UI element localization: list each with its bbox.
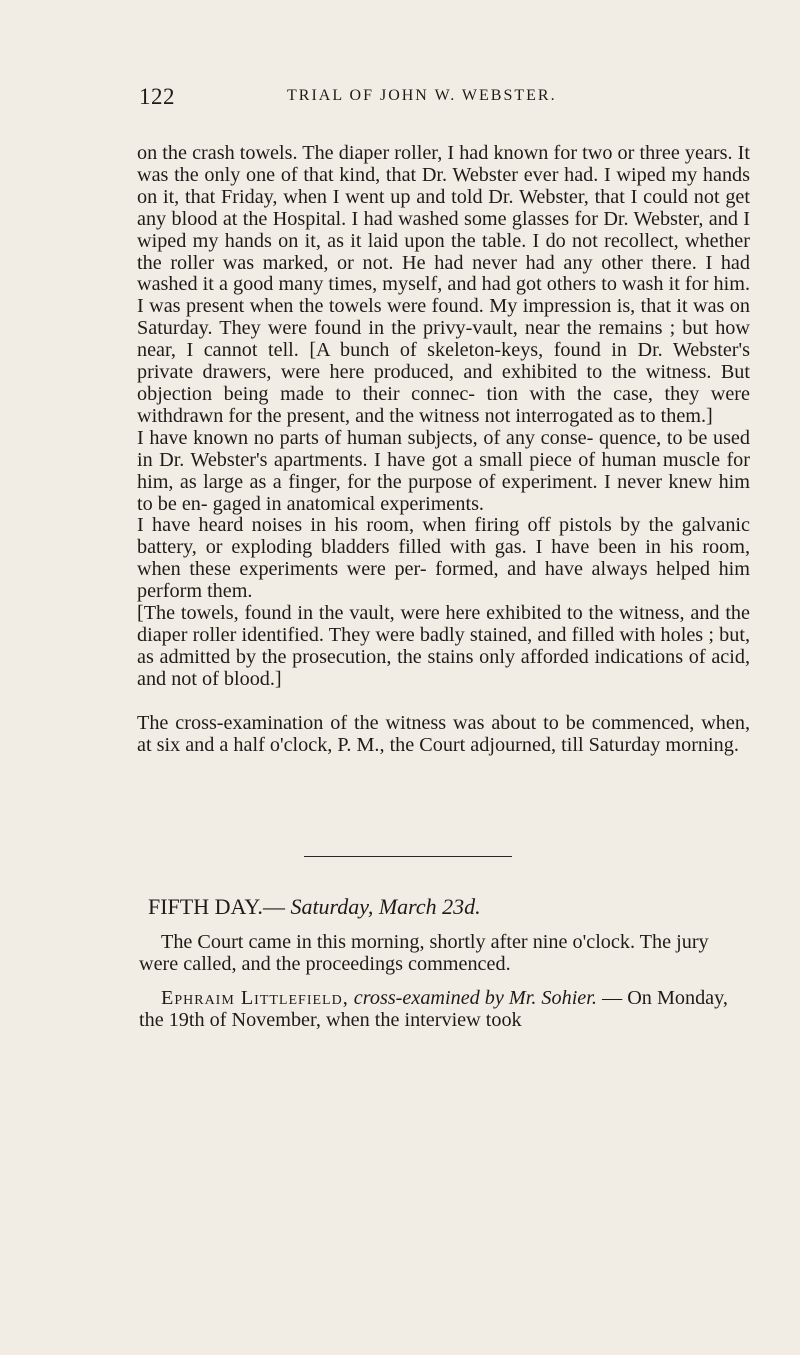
witness-text: — On Monday, the 19th of November, when the interview took bbox=[139, 986, 728, 1031]
paragraph: The cross-examination of the witness was about to be commenced, when, at six and a half o'clock, P. M., the Court adjourned, till Saturday morning. bbox=[137, 711, 750, 756]
page-number: 122 bbox=[139, 84, 175, 109]
paragraph: The Court came in this morning, shortly after nine o'clock. The jury were called, and the proceedings commenced. bbox=[139, 931, 709, 975]
paragraph: I have heard noises in his room, when firing off pistols by the galvanic battery, or exploding bladders filled with gas. I have been in his room, when these experiments were per- formed, and have always helped him perform them. bbox=[137, 514, 750, 603]
witness-name: Ephraim Littlefield, bbox=[161, 986, 349, 1009]
witness-examined: cross-examined by Mr. Sohier. bbox=[353, 986, 597, 1009]
paragraph: [The towels, found in the vault, were here exhibited to the witness, and the diaper roller identified. They were badly stained, and filled with holes ; but, as admitted by the prosecution, the stains only afforded indications of acid, and not of blood.] bbox=[137, 602, 750, 690]
day-date: Saturday, March 23d. bbox=[290, 894, 481, 919]
page-header bbox=[139, 84, 659, 124]
running-head: TRIAL OF JOHN W. WEBSTER. bbox=[287, 87, 557, 104]
fifth-day-text bbox=[139, 932, 749, 1032]
day-dash: — bbox=[262, 894, 285, 919]
paragraph: on the crash towels. The diaper roller, I had known for two or three years. It was the only one of that kind, that Dr. Webster ever had. I wiped my hands on it, that Friday, when I went up and told Dr. Webster, that I could not get any blood at the Hospital. I had washed some glasses for Dr. Webster, and I wiped my hands on it, as it laid upon the table. I do not recollect, whether the roller was marked, or not. He had never had any other there. I had washed it a good many times, myself, and had got others to wash it for him. I was present when the towels were found. My impression is, that it was on Saturday. They were found in the privy-vault, near the remains ; but how near, I cannot tell. [A bunch of skeleton-keys, found in Dr. Webster's private drawers, were here produced, and exhibited to the witness. But objection being made to their connec- tion with the case, they were withdrawn for the present, and the witness not interrogated as to them.] bbox=[137, 142, 750, 427]
day-heading bbox=[148, 894, 481, 920]
paragraph: I have known no parts of human subjects, of any conse- quence, to be used in Dr. Webster's apartments. I have got a small piece of human muscle for him, as large as a finger, for the purpose of experiment. I never knew him to be en- gaged in anatomical experiments. bbox=[137, 426, 750, 515]
testimony-text bbox=[137, 143, 750, 756]
day-label: FIFTH DAY. bbox=[148, 894, 263, 919]
section-divider bbox=[304, 856, 512, 857]
witness-paragraph bbox=[139, 988, 749, 1032]
